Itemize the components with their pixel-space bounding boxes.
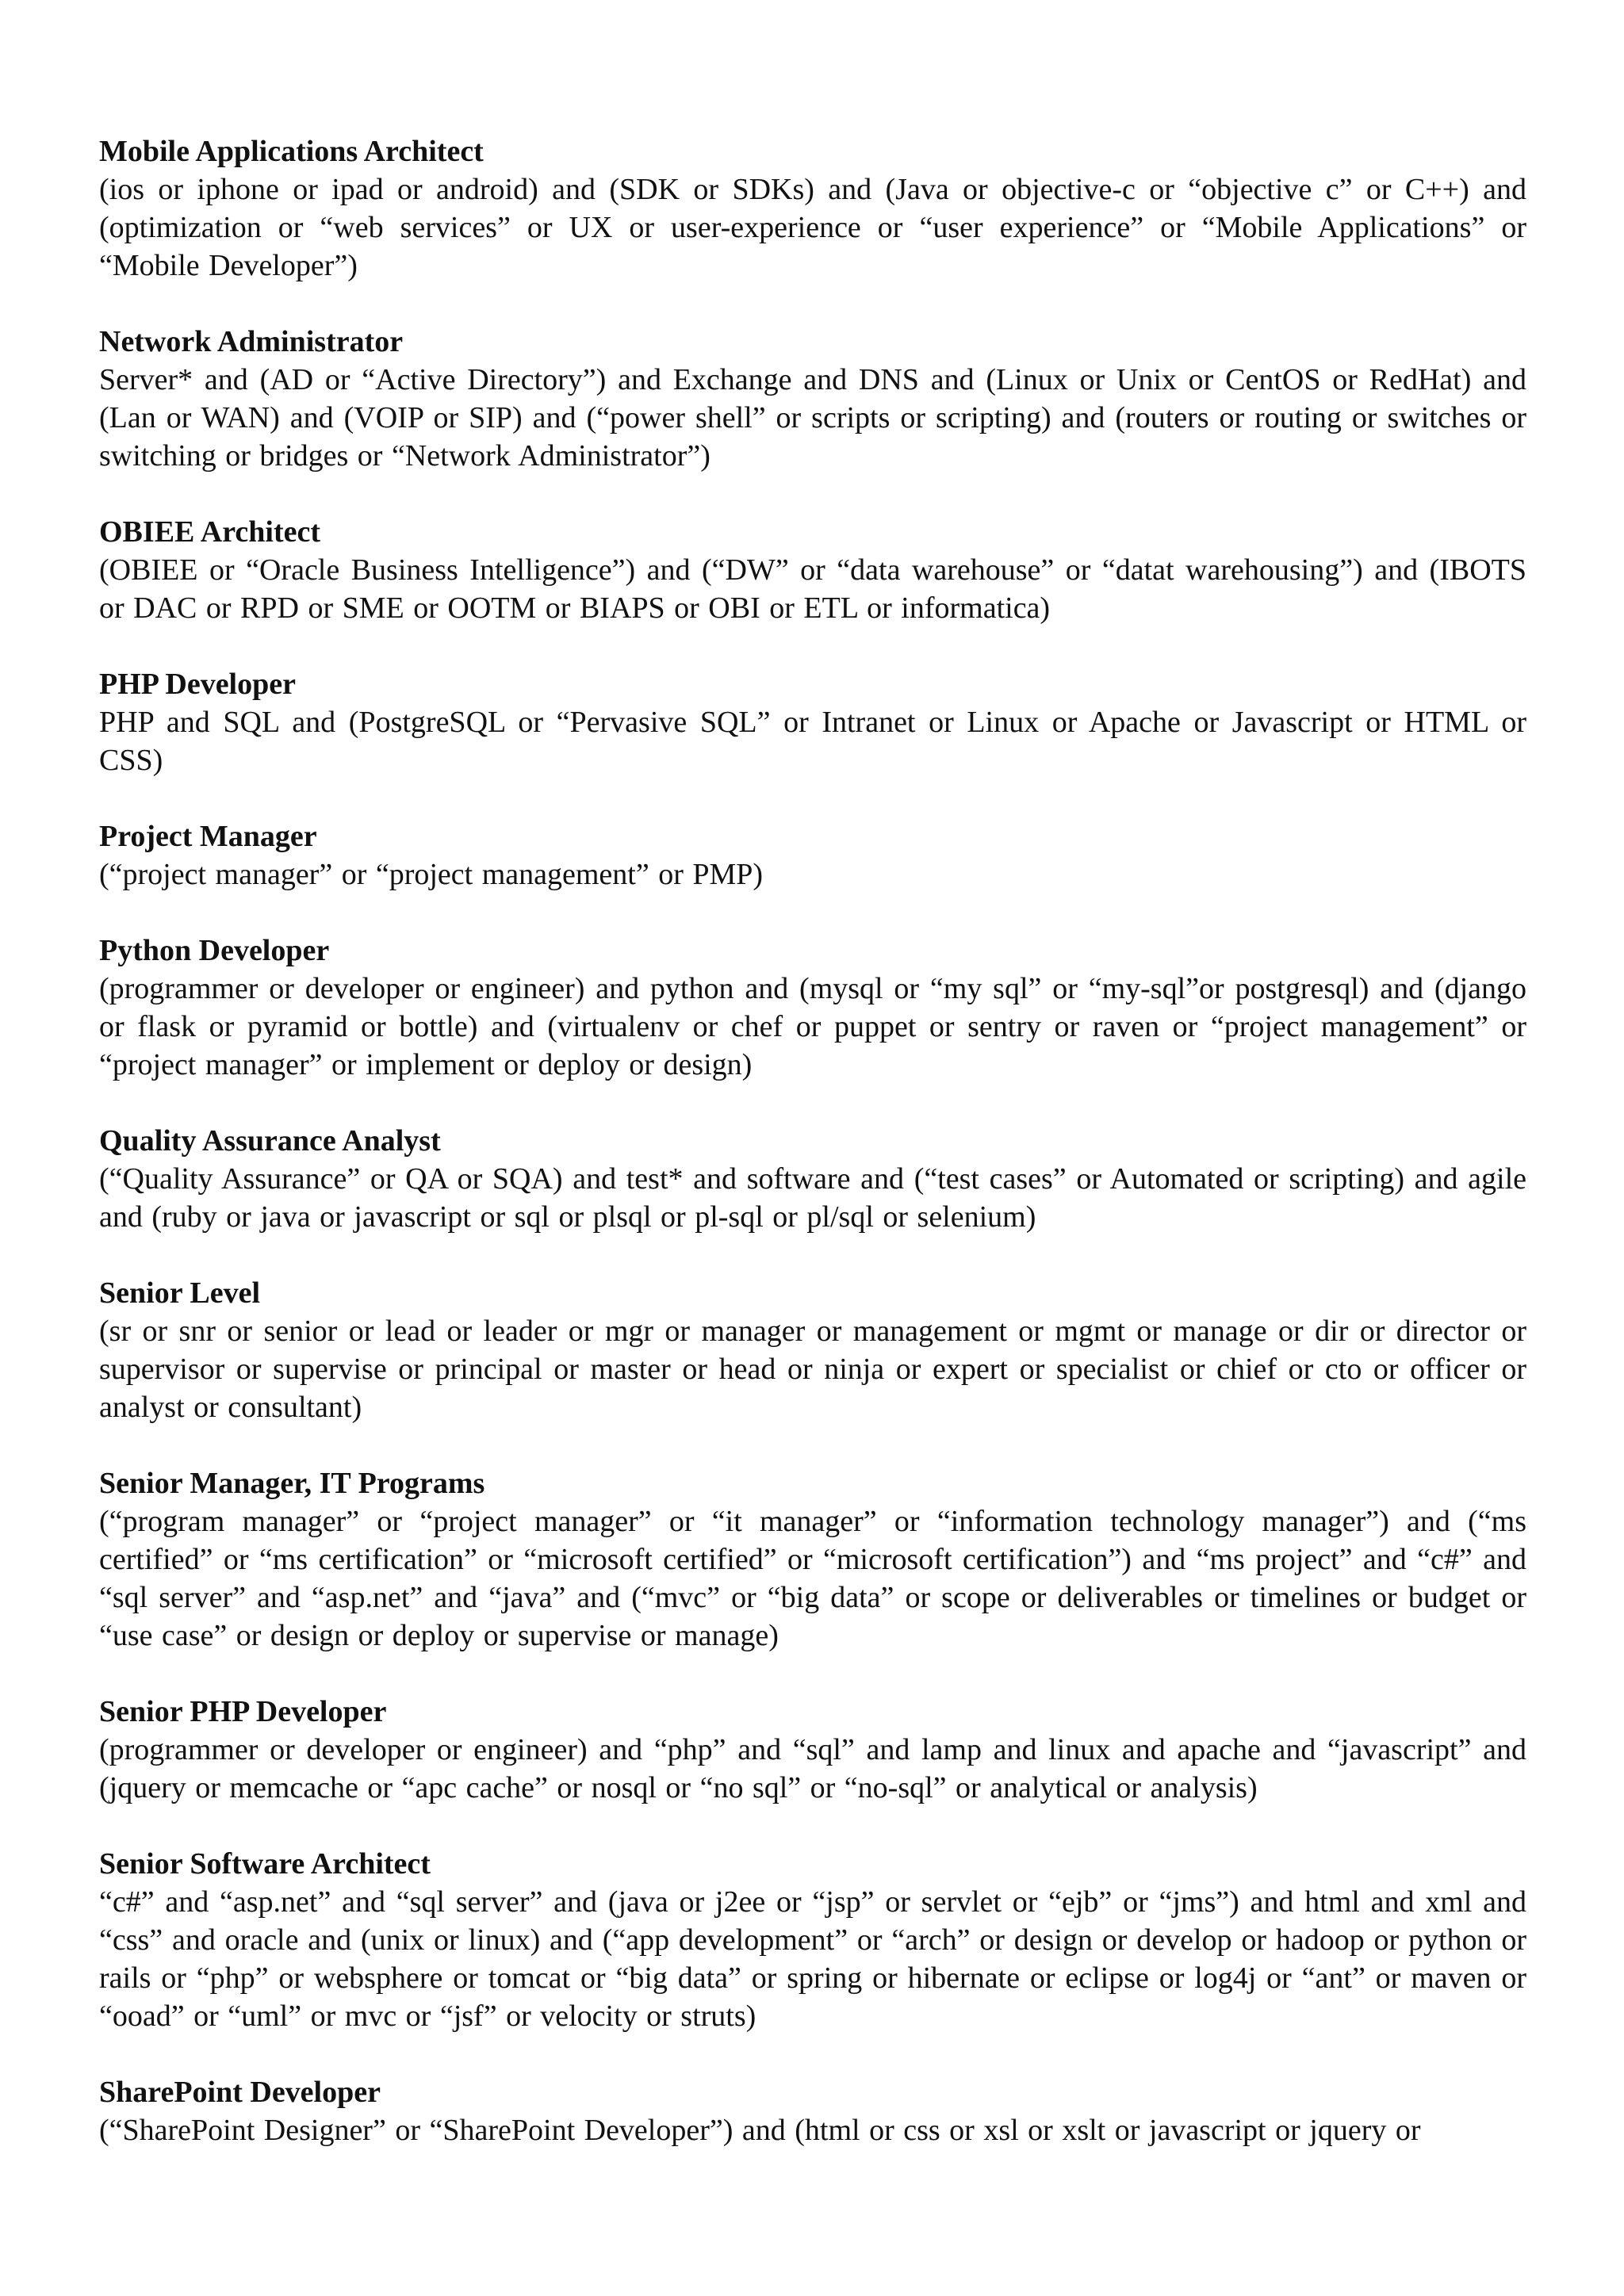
entry-body: (sr or snr or senior or lead or leader or mgr or manager or management or mgmt or manage or dir or director or supervisor or supervise or principal or master or head or ninja or expert or specialist or chief or cto or officer or analyst or consultant) [99,1314,1526,1424]
entry-senior-level [99,1274,1526,1426]
entry-title: Senior PHP Developer [99,1695,387,1728]
entry-senior-software-architect [99,1845,1526,2035]
entry-body: (“program manager” or “project manager” or “it manager” or “information technology manager”) and (“ms certified” or “ms certification” or “microsoft certified” or “microsoft certification”) and “ms project” and “c#” and “sql server” and “asp.net” and “java” and (“mvc” or “big data” or scope or deliverables or timelines or budget or “use case” or design or deploy or supervise or manage) [99,1505,1526,1652]
entry-senior-php-developer [99,1693,1526,1807]
entry-title: OBIEE Architect [99,515,321,549]
entry-python-developer [99,932,1526,1084]
entry-body: (“SharePoint Designer” or “SharePoint Developer”) and (html or css or xsl or xslt or javascript or jquery or [99,2114,1421,2147]
entry-title: Senior Manager, IT Programs [99,1467,485,1500]
entry-title: Python Developer [99,934,330,967]
entry-body: (“project manager” or “project management” or PMP) [99,858,764,891]
document-page [99,132,1526,2187]
entry-title: Network Administrator [99,325,404,358]
entry-body: (programmer or developer or engineer) and python and (mysql or “my sql” or “my-sql”or postgresql) and (django or flask or pyramid or bottle) and (virtualenv or chef or puppet or sentry or raven or “project management” or “project manager” or implement or deploy or design) [99,972,1526,1081]
entry-body: (OBIEE or “Oracle Business Intelligence”) and (“DW” or “data warehouse” or “datat warehousing”) and (IBOTS or DAC or RPD or SME or OOTM or BIAPS or OBI or ETL or informatica) [99,553,1526,625]
entry-title: Senior Software Architect [99,1847,431,1881]
entry-project-manager [99,817,1526,894]
entry-body: (programmer or developer or engineer) and “php” and “sql” and lamp and linux and apache and “javascript” and (jquery or memcache or “apc cache” or nosql or “no sql” or “no-sql” or analytical or analysis) [99,1733,1526,1804]
entry-quality-assurance-analyst [99,1122,1526,1236]
entry-body: “c#” and “asp.net” and “sql server” and (java or j2ee or “jsp” or servlet or “ejb” or “jms”) and html and xml and “css” and oracle and (unix or linux) and (“app development” or “arch” or design or develop or hadoop or python or rails or “php” or websphere or tomcat or “big data” or spring or hibernate or eclipse or log4j or “ant” or maven or “ooad” or “uml” or mvc or “jsf” or velocity or struts) [99,1885,1526,2033]
entry-mobile-applications-architect [99,132,1526,285]
entry-body: PHP and SQL and (PostgreSQL or “Pervasive SQL” or Intranet or Linux or Apache or Javascript or HTML or CSS) [99,706,1526,777]
entry-title: PHP Developer [99,668,296,701]
entry-obiee-architect [99,513,1526,627]
entry-body: Server* and (AD or “Active Directory”) and Exchange and DNS and (Linux or Unix or CentOS or RedHat) and (Lan or WAN) and (VOIP or SIP) and (“power shell” or scripts or scripting) and (routers or routing or switches or switching or bridges or “Network Administrator”) [99,363,1526,473]
entry-title: SharePoint Developer [99,2076,381,2109]
entry-title: Project Manager [99,820,317,853]
entry-senior-manager-it-programs [99,1464,1526,1655]
entry-sharepoint-developer [99,2073,1526,2149]
entry-title: Senior Level [99,1276,261,1310]
entry-title: Mobile Applications Architect [99,135,484,168]
entry-body: (ios or iphone or ipad or android) and (SDK or SDKs) and (Java or objective-c or “objective c” or C++) and (optimization or “web services” or UX or user-experience or “user experience” or “Mobile Applications” or “Mobile Developer”) [99,173,1526,282]
entry-network-administrator [99,323,1526,475]
entry-php-developer [99,665,1526,779]
entry-title: Quality Assurance Analyst [99,1124,441,1158]
entry-body: (“Quality Assurance” or QA or SQA) and test* and software and (“test cases” or Automated or scripting) and agile and (ruby or java or javascript or sql or plsql or pl-sql or pl/sql or selenium) [99,1162,1526,1234]
